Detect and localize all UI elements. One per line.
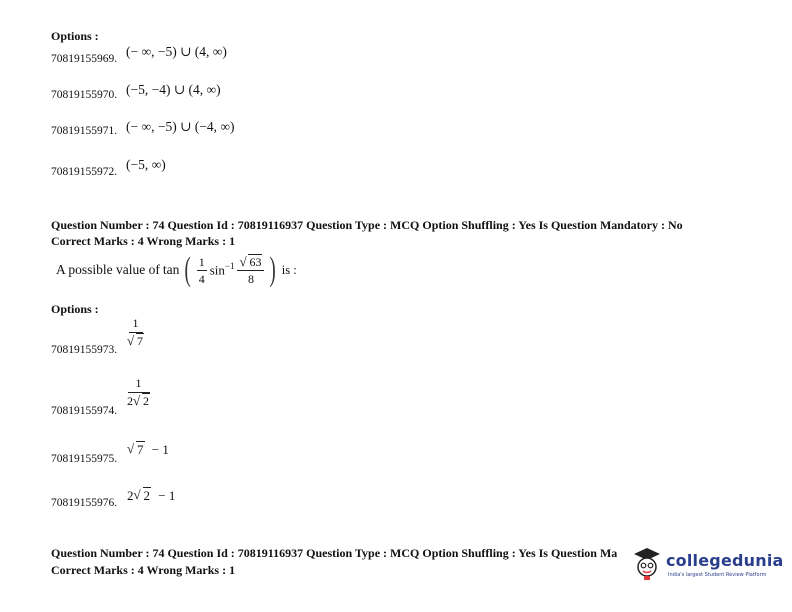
question-stem <box>56 253 297 287</box>
logo-brand: collegedunia <box>666 551 784 570</box>
options-label: Options : <box>51 29 99 43</box>
option-id: 70819155970. <box>51 89 118 101</box>
right-paren: ) <box>270 251 277 288</box>
left-paren: ( <box>184 251 192 288</box>
options-label: Options : <box>51 302 99 316</box>
question-header: Question Number : 74 Question Id : 70819116937 Question Type : MCQ Option Shuffling : Yes Is Question Ma <box>51 546 618 560</box>
option-id: 70819155974. <box>51 405 118 417</box>
option-id: 70819155969. <box>51 53 118 65</box>
option-text: (−5, ∞) <box>126 157 166 172</box>
logo-tagline: India's largest Student Review Platform <box>668 572 767 578</box>
marks-line: Correct Marks : 4 Wrong Marks : 1 <box>51 563 236 577</box>
stem-fraction: $\frac{1}{4}$ <box>198 254 205 286</box>
marks-line: Correct Marks : 4 Wrong Marks : 1 <box>51 234 236 248</box>
option-fraction: $\frac{1}{2√ 2}$ <box>127 377 150 407</box>
option-id: 70819155973. <box>51 344 118 356</box>
option-id: 70819155971. <box>51 125 118 137</box>
collegedunia-logo <box>630 545 784 585</box>
option-fraction: 1 √ 7 <box>127 317 144 347</box>
option-id: 70819155972. <box>51 166 118 178</box>
question-header: Question Number : 74 Question Id : 70819116937 Question Type : MCQ Option Shuffling : Yes Is Question Mandatory : No <box>51 218 683 232</box>
option-text: (− ∞, −5) ∪ (4, ∞) <box>126 44 227 59</box>
option-id: 70819155976. <box>51 497 118 509</box>
option-text: (− ∞, −5) ∪ (−4, ∞) <box>126 119 235 134</box>
option-expression: 2√ 2 − 1 <box>127 488 175 504</box>
stem-tan: tan <box>162 262 180 277</box>
stem-suffix: is : <box>281 262 297 277</box>
stem-root-fraction: √ $\frac{63}{8}$ <box>237 256 264 285</box>
option-expression: √ 7 − 1 <box>127 442 169 458</box>
stem-prefix: A possible value of <box>56 262 160 277</box>
mascot-icon <box>630 545 664 581</box>
option-id: 70819155975. <box>51 453 118 465</box>
option-text: (−5, −4) ∪ (4, ∞) <box>126 82 221 97</box>
stem-sin: $\sin^{-1}$ <box>209 261 235 278</box>
